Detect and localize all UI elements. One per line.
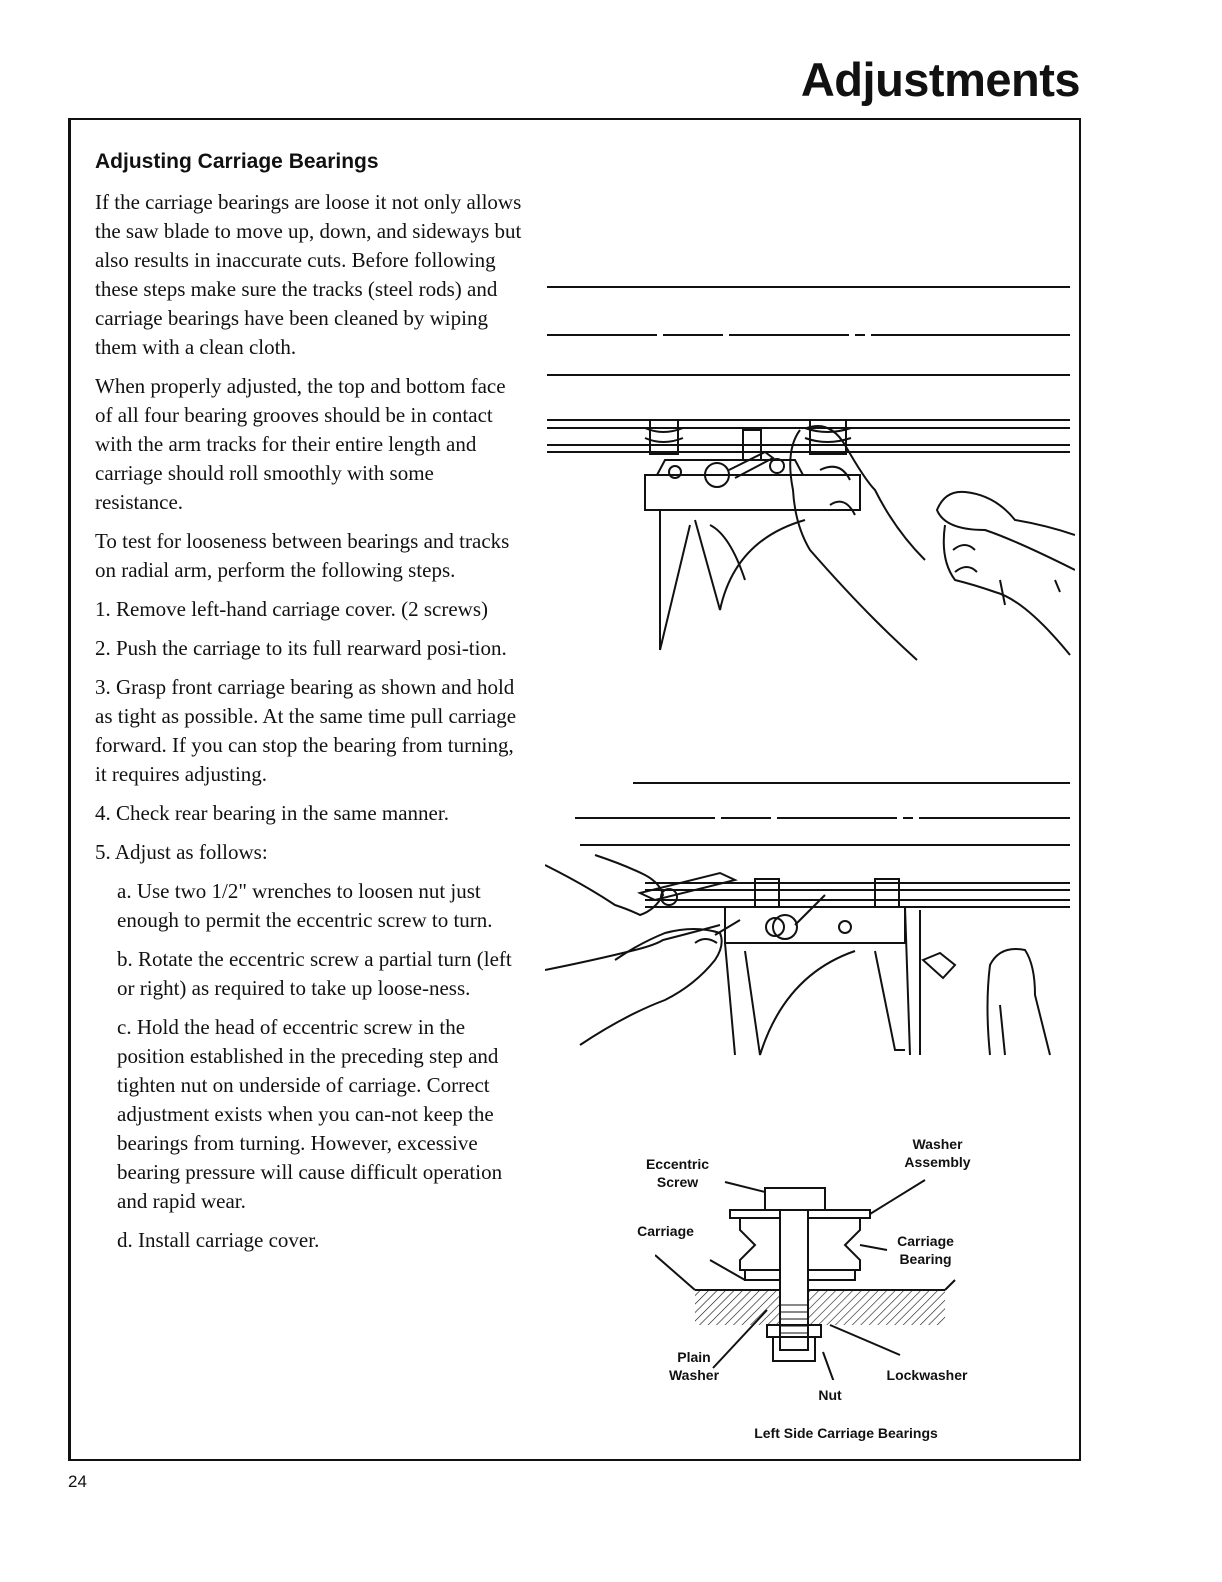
intro-paragraph: To test for looseness between bearings and tracks on radial arm, perform the following steps. [95,529,510,582]
substep-c: c. Hold the head of eccentric screw in the position established in the preceding step and tighten nut on underside of carriage. Correct adjustment exists when you can-not keep the bearings from turning. However, excessive bearing pressure will cause difficult operation and rapid wear. [117,1015,503,1213]
substep-d: d. Install carriage cover. [117,1228,320,1252]
grasp-bearing-illustration [545,280,1075,670]
label-washer-assembly: Washer Assembly [904,1136,971,1170]
substep-b: b. Rotate the eccentric screw a partial turn (left or right) as required to take up loose-ness. [117,947,512,1000]
step-4: 4. Check rear bearing in the same manner. [95,801,449,825]
intro-paragraph: If the carriage bearings are loose it not only allows the saw blade to move up, down, and sideways but also results in inaccurate cuts. Before following these steps make sure the tracks (steel rods) and carriage bearings have been cleaned by wiping them with a clean cloth. [95,190,522,359]
label-nut: Nut [818,1387,842,1403]
page-number: 24 [68,1472,87,1491]
section-title: Adjusting Carriage Bearings [95,150,379,173]
wrench-adjust-illustration [545,775,1075,1060]
label-carriage: Carriage [637,1223,694,1239]
page-title: Adjustments [800,53,1080,106]
instructions-column [95,150,527,1265]
step-3: 3. Grasp front carriage bearing as shown and hold as tight as possible. At the same time pull carriage forward. If you can stop the bearing from turning, it requires adjusting. [95,675,517,786]
step-5: 5. Adjust as follows: [95,840,268,864]
step-2: 2. Push the carriage to its full rearward posi-tion. [95,636,507,660]
label-carriage-bearing: Carriage Bearing [897,1233,954,1267]
label-lockwasher: Lockwasher [886,1367,968,1383]
figure-caption: Left Side Carriage Bearings [754,1425,938,1441]
label-eccentric-screw: Eccentric Screw [645,1156,710,1190]
label-plain-washer: Plain Washer [668,1349,720,1383]
step-1: 1. Remove left-hand carriage cover. (2 screws) [95,597,488,621]
substep-a: a. Use two 1/2" wrenches to loosen nut just enough to permit the eccentric screw to turn. [117,879,493,932]
intro-paragraph: When properly adjusted, the top and bottom face of all four bearing grooves should be in contact with the arm tracks for their entire length and carriage should roll smoothly with some resistance. [95,374,506,514]
